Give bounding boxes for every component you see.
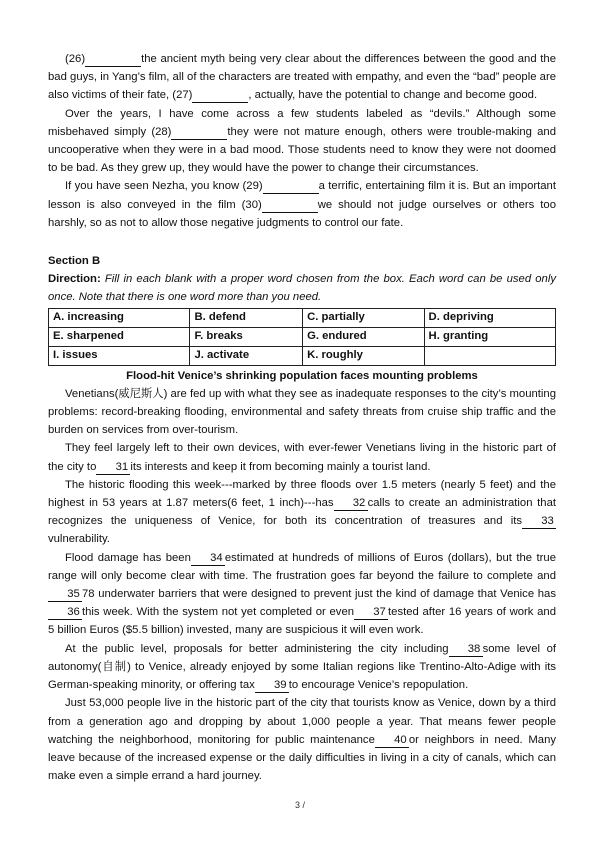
answer-blank-38[interactable]: 38: [449, 643, 483, 657]
paragraph-text: or neighbors in need. Many leave because of the increased expense or the daily difficulties in living in a city of canals, which can make even a simple errand a hard journey.: [48, 733, 556, 783]
answer-blank-31[interactable]: 31: [96, 461, 130, 475]
paragraph-text: we should not judge ourselves or others too harshly, so as not to allow those negative judgments to control our fate.: [48, 198, 556, 229]
direction-body: Fill in each blank with a proper word chosen from the box. Each word can be used only once. Note that there is one word more than you need.: [48, 273, 556, 304]
answer-blank-27[interactable]: [192, 89, 248, 103]
passage-title: Flood-hit Venice’s shrinking population faces mounting problems: [126, 369, 478, 382]
word-option: F. breaks: [190, 327, 303, 346]
answer-blank-28[interactable]: [171, 126, 227, 140]
paragraph-28: [48, 105, 556, 178]
paragraph-text: some level of autonomy(自制) to Venice, already enjoyed by some Italian regions like Trentino-Alto-Adige with its German-speaking minority, or offering tax: [48, 642, 557, 692]
word-option: A. increasing: [49, 308, 190, 327]
passage-paragraph-3: [48, 476, 556, 549]
word-box: [48, 308, 556, 366]
section-b-title: Section B: [48, 255, 101, 268]
word-option: D. depriving: [424, 308, 555, 327]
paragraph-text: Just 53,000 people live in the historic part of the city that tourists know as Venice, down by a third from a generation ago and dropping by about 1,000 people a year. That means fewer people watching the neighborhood, monitoring for public maintenance: [48, 697, 556, 746]
answer-blank-36[interactable]: 36: [48, 606, 82, 620]
word-option: B. defend: [190, 308, 303, 327]
passage-paragraph-5: [48, 640, 556, 695]
paragraph-text: its interests and keep it from becoming mainly a tourist land.: [130, 460, 431, 473]
paragraph-29-30: [48, 177, 556, 232]
word-option: G. endured: [303, 327, 424, 346]
answer-blank-29[interactable]: [263, 180, 319, 194]
answer-blank-39[interactable]: 39: [255, 679, 289, 693]
paragraph-text: this week. With the system not yet completed or even: [82, 606, 355, 619]
paragraph-text: Flood damage has been: [65, 551, 191, 564]
paragraph-text: , actually, have the potential to change and become good.: [248, 89, 538, 102]
answer-blank-33[interactable]: 33: [522, 515, 556, 529]
answer-blank-32[interactable]: 32: [334, 497, 368, 511]
direction-label: Direction:: [48, 273, 101, 286]
answer-blank-34[interactable]: 34: [191, 552, 225, 566]
word-row: [49, 346, 556, 365]
paragraph-text: If you have seen Nezha, you know (29): [65, 180, 263, 193]
paragraph-text: they were not mature enough, others were trouble-making and uncooperative when they were in a bad mood. Those students need to know they were not doomed to be bad. As they grew up, they would have the power to change their circumstances.: [48, 125, 556, 175]
word-row: [49, 327, 556, 346]
passage-paragraph-6: [48, 694, 556, 785]
paragraph-text: The historic flooding this week---marked by three floods over 1.5 meters (nearly 5 feet) and the highest in 53 years at 1.87 meters(6 feet, 1 inch)---has: [48, 478, 556, 510]
paragraph-text: They feel largely left to their own devices, with ever-fewer Venetians living in the historic part of the city to: [48, 442, 556, 473]
passage-paragraph-4: [48, 549, 556, 640]
paragraph-text: tested after 16 years of work and 5 billion Euros ($5.5 billion) invested, many are suspicious it will even work.: [48, 606, 556, 637]
answer-blank-26[interactable]: [85, 53, 141, 67]
word-option: H. granting: [424, 327, 555, 346]
paragraph-text: to encourage Venice’s repopulation.: [288, 679, 469, 692]
word-option: [424, 346, 555, 365]
page-number: 3 /: [294, 800, 305, 810]
paragraph-text: 78 underwater barriers that were designed to prevent just the kind of damage that Venice has: [82, 588, 556, 601]
answer-blank-35[interactable]: 35: [48, 588, 82, 602]
word-option: E. sharpened: [49, 327, 190, 346]
paragraph-26: [48, 50, 556, 105]
word-option: J. activate: [190, 346, 303, 365]
direction-text: [48, 270, 556, 306]
answer-blank-37[interactable]: 37: [354, 606, 388, 620]
word-row: [49, 308, 556, 327]
blank-label-26: (26): [65, 53, 86, 65]
paragraph-text: a terrific, entertaining film it is. But an important lesson is also conveyed in the film (30): [48, 180, 556, 211]
paragraph-text: estimated at hundreds of millions of Euros (dollars), but the true range will only become clear with time. The frustration goes far beyond the failure to complete and: [48, 551, 556, 582]
answer-blank-30[interactable]: [262, 199, 318, 213]
word-option: K. roughly: [303, 346, 424, 365]
answer-blank-40[interactable]: 40: [375, 734, 409, 748]
paragraph-text: the ancient myth being very clear about the differences between the good and the bad guys, in Yang’s film, all of the characters are treated with empathy, and even the “bad” people are also victims of their fate, (27): [48, 53, 556, 102]
word-option: C. partially: [303, 308, 424, 327]
passage-paragraph-1: Venetians(威尼斯人) are fed up with what they see as inadequate responses to the city’s mounting problems: record-breaking flooding, environmental and safety threats from cruise ship traffic and the burden on services from over-tourism.: [48, 387, 556, 437]
word-option: I. issues: [49, 346, 190, 365]
paragraph-text: calls to create an administration that recognizes the uniqueness of Venice, for both its concentration of treasures and its: [48, 497, 556, 528]
document-page: [48, 50, 556, 785]
paragraph-text: At the public level, proposals for better administering the city including: [65, 642, 449, 655]
paragraph-text: Over the years, I have come across a few students labeled as “devils.” Although some misbehaved simply (28): [48, 107, 556, 138]
paragraph-text: vulnerability.: [48, 533, 110, 546]
passage-paragraph-2: [48, 439, 556, 475]
